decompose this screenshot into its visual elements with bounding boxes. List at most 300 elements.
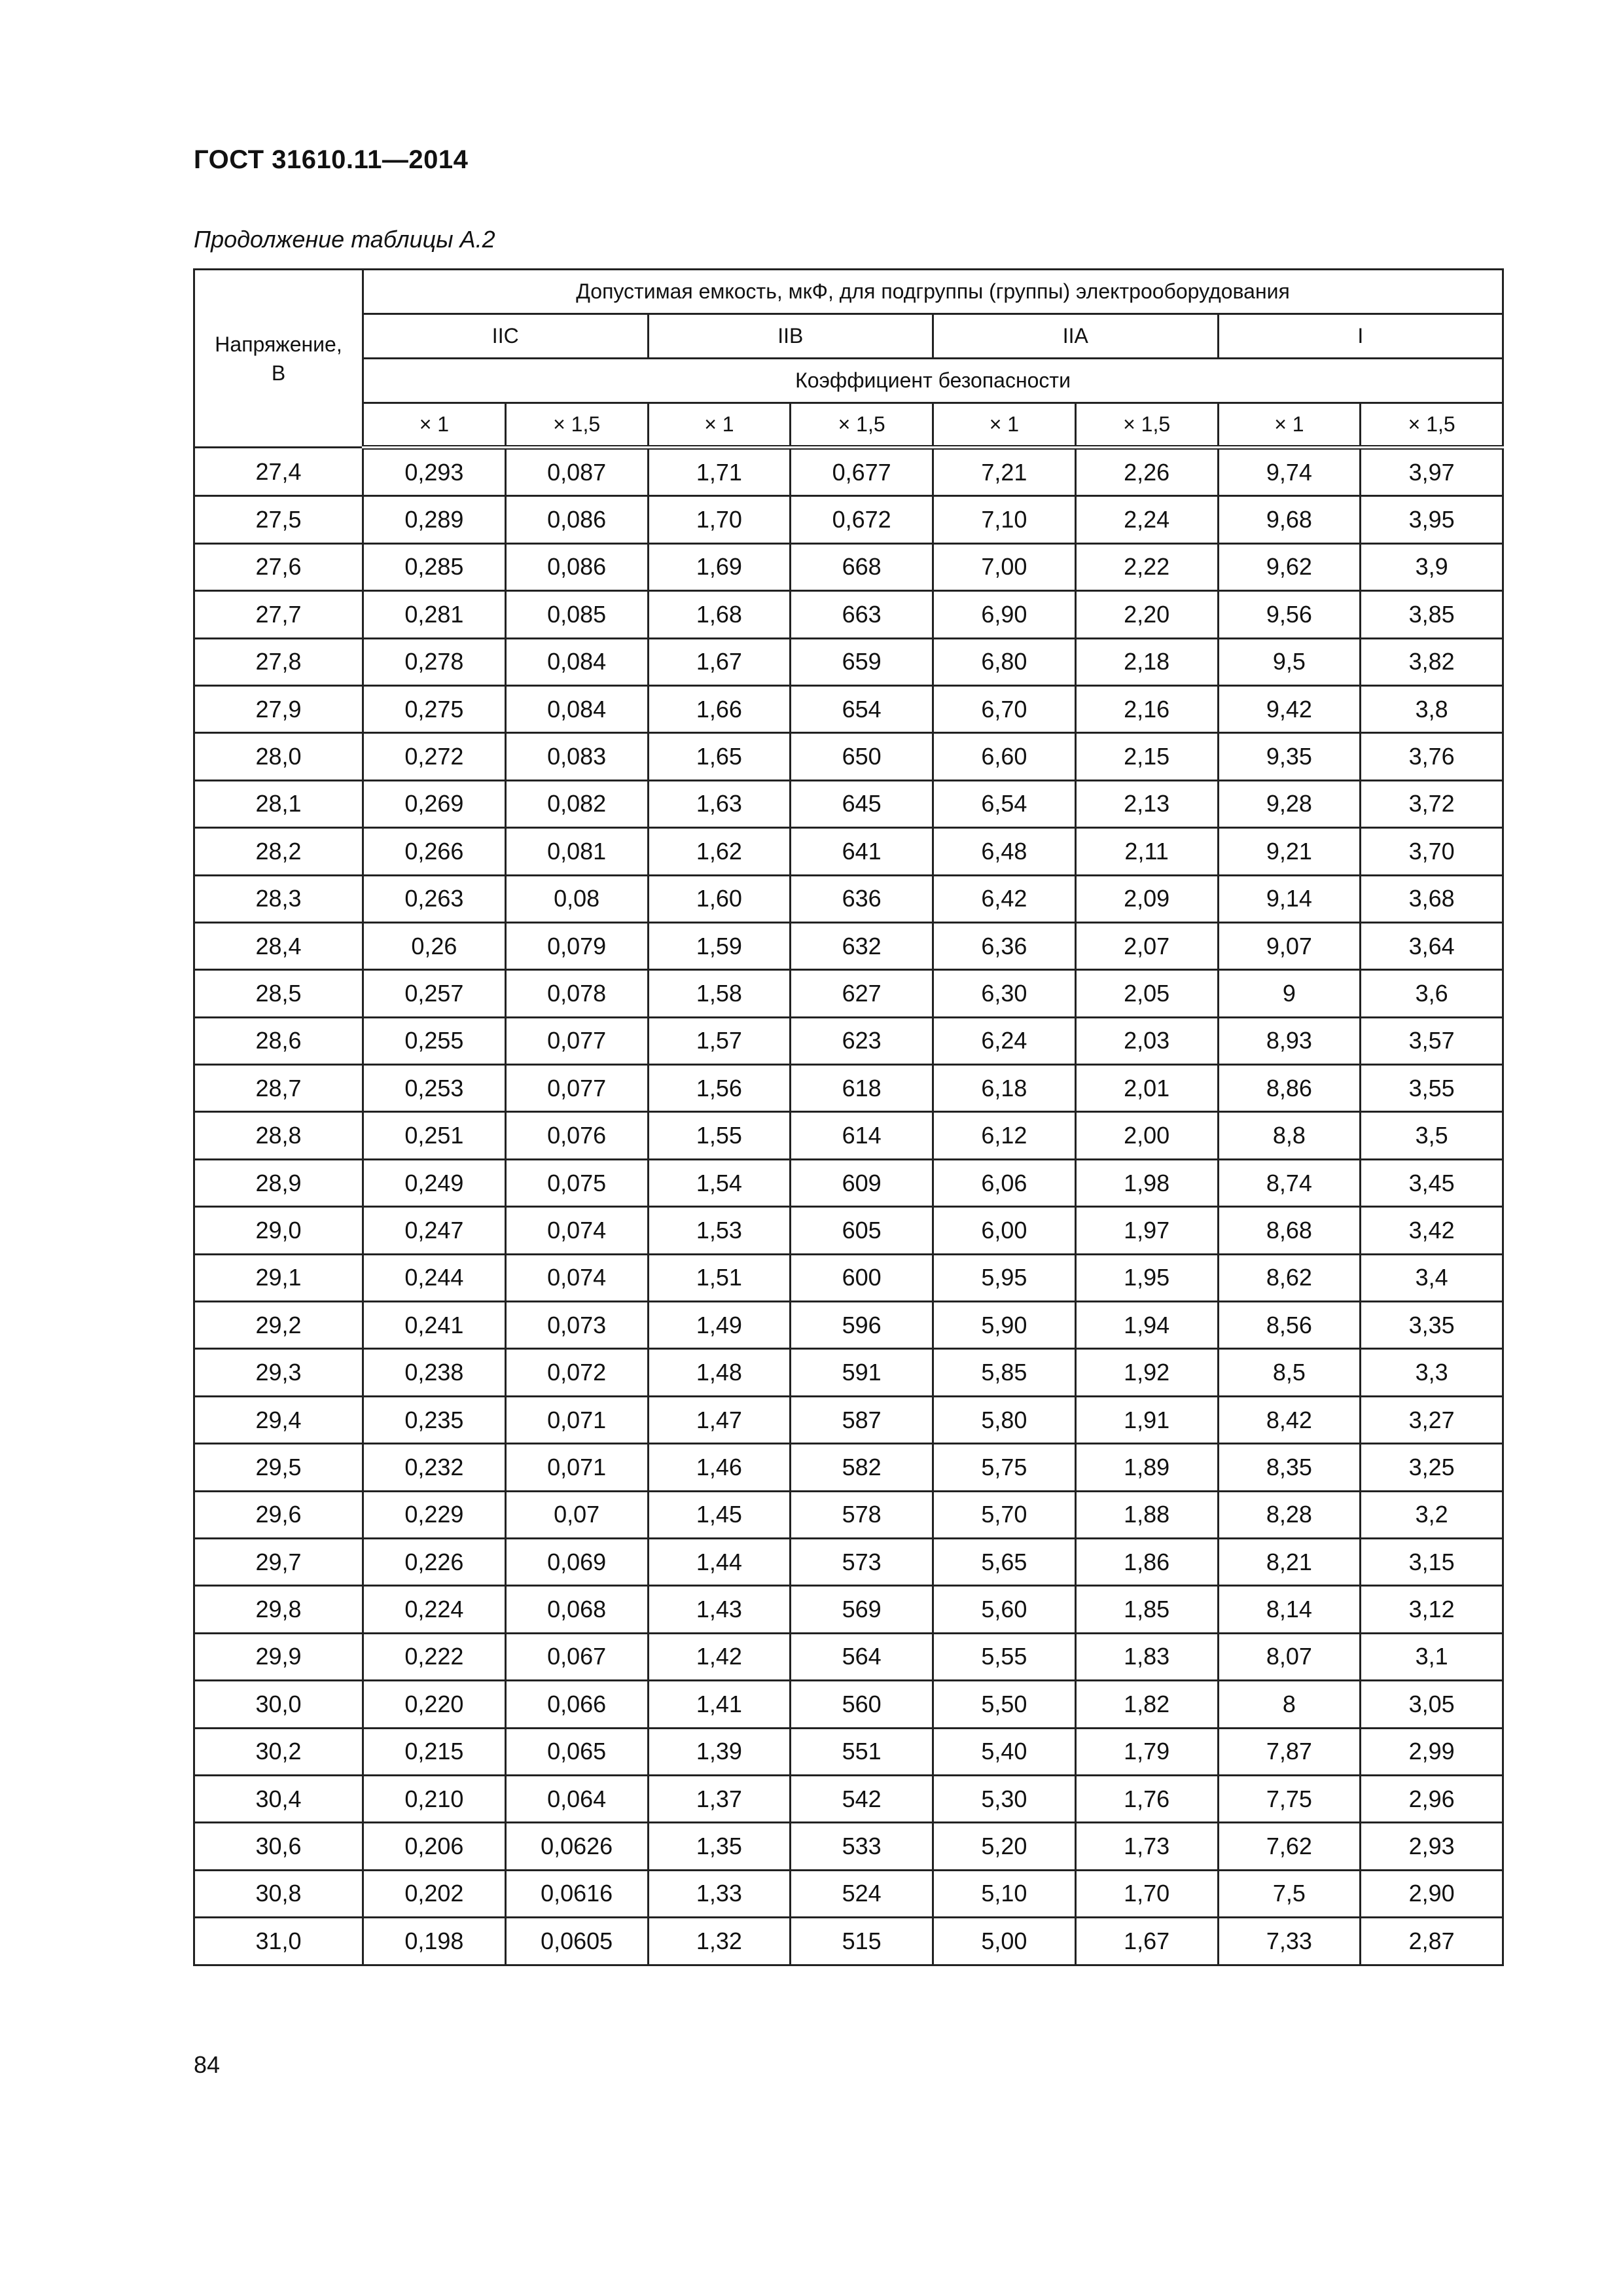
voltage-cell: 30,0 — [194, 1681, 363, 1728]
group-header-iia: IIA — [933, 314, 1219, 359]
capacitance-cell: 3,55 — [1361, 1065, 1503, 1112]
voltage-cell: 28,6 — [194, 1017, 363, 1064]
table-row — [194, 1207, 1503, 1254]
capacitance-cell: 0,079 — [505, 922, 648, 969]
table-row — [194, 591, 1503, 638]
capacitance-cell: 0,26 — [363, 922, 506, 969]
capacitance-cell: 8,56 — [1218, 1302, 1361, 1349]
capacitance-cell: 1,70 — [1075, 1870, 1218, 1917]
capacitance-cell: 6,70 — [933, 685, 1076, 732]
factor-header: × 1 — [363, 403, 506, 448]
capacitance-cell: 3,35 — [1361, 1302, 1503, 1349]
voltage-cell: 28,7 — [194, 1065, 363, 1112]
table-body — [194, 448, 1503, 1965]
group-header-i: I — [1218, 314, 1503, 359]
voltage-cell: 27,7 — [194, 591, 363, 638]
capacitance-cell: 636 — [791, 875, 933, 922]
capacity-header: Допустимая емкость, мкФ, для подгруппы (группы) электрооборудования — [363, 270, 1503, 314]
table-row — [194, 1112, 1503, 1159]
capacitance-cell: 5,75 — [933, 1444, 1076, 1491]
table-row — [194, 496, 1503, 543]
capacitance-cell: 569 — [791, 1586, 933, 1633]
capacitance-cell: 0,077 — [505, 1065, 648, 1112]
capacitance-cell: 1,55 — [648, 1112, 791, 1159]
capacitance-cell: 0,072 — [505, 1349, 648, 1396]
table-header — [194, 270, 1503, 448]
capacitance-cell: 663 — [791, 591, 933, 638]
capacitance-cell: 6,00 — [933, 1207, 1076, 1254]
capacitance-cell: 0,198 — [363, 1918, 506, 1965]
capacitance-cell: 9,42 — [1218, 685, 1361, 732]
capacitance-cell: 2,20 — [1075, 591, 1218, 638]
voltage-cell: 29,9 — [194, 1633, 363, 1680]
capacitance-cell: 3,70 — [1361, 828, 1503, 875]
capacitance-cell: 3,12 — [1361, 1586, 1503, 1633]
capacitance-cell: 7,62 — [1218, 1823, 1361, 1870]
capacitance-cell: 3,64 — [1361, 922, 1503, 969]
capacitance-cell: 9,14 — [1218, 875, 1361, 922]
capacitance-cell: 618 — [791, 1065, 933, 1112]
capacitance-cell: 3,2 — [1361, 1491, 1503, 1538]
capacitance-cell: 2,96 — [1361, 1775, 1503, 1822]
capacitance-cell: 1,92 — [1075, 1349, 1218, 1396]
table-row — [194, 733, 1503, 780]
factor-header: × 1,5 — [1075, 403, 1218, 448]
voltage-cell: 30,2 — [194, 1728, 363, 1775]
capacitance-cell: 0,066 — [505, 1681, 648, 1728]
capacitance-cell: 3,85 — [1361, 591, 1503, 638]
capacitance-cell: 5,70 — [933, 1491, 1076, 1538]
capacitance-cell: 1,65 — [648, 733, 791, 780]
capacitance-cell: 1,63 — [648, 780, 791, 827]
capacitance-cell: 1,91 — [1075, 1396, 1218, 1443]
capacitance-cell: 641 — [791, 828, 933, 875]
capacitance-cell: 9,56 — [1218, 591, 1361, 638]
voltage-cell: 27,9 — [194, 685, 363, 732]
table-row — [194, 1444, 1503, 1491]
capacitance-cell: 560 — [791, 1681, 933, 1728]
capacitance-cell: 573 — [791, 1538, 933, 1585]
capacitance-cell: 6,12 — [933, 1112, 1076, 1159]
capacitance-cell: 5,60 — [933, 1586, 1076, 1633]
voltage-header-label: Напряжение, — [215, 332, 342, 356]
capacitance-cell: 1,76 — [1075, 1775, 1218, 1822]
factor-header: × 1,5 — [791, 403, 933, 448]
capacitance-cell: 1,67 — [648, 638, 791, 685]
capacitance-cell: 2,09 — [1075, 875, 1218, 922]
table-row — [194, 685, 1503, 732]
capacitance-cell: 1,88 — [1075, 1491, 1218, 1538]
voltage-cell: 27,6 — [194, 543, 363, 590]
voltage-cell: 28,1 — [194, 780, 363, 827]
capacitance-cell: 0,677 — [791, 448, 933, 496]
capacitance-cell: 5,85 — [933, 1349, 1076, 1396]
capacitance-cell: 6,18 — [933, 1065, 1076, 1112]
capacitance-cell: 2,13 — [1075, 780, 1218, 827]
capacitance-cell: 650 — [791, 733, 933, 780]
voltage-cell: 28,9 — [194, 1159, 363, 1206]
capacitance-cell: 5,50 — [933, 1681, 1076, 1728]
capacitance-cell: 3,8 — [1361, 685, 1503, 732]
capacitance-cell: 1,98 — [1075, 1159, 1218, 1206]
table-row — [194, 1017, 1503, 1064]
capacitance-cell: 0,235 — [363, 1396, 506, 1443]
capacitance-cell: 8,28 — [1218, 1491, 1361, 1538]
capacitance-cell: 8,8 — [1218, 1112, 1361, 1159]
voltage-header-unit: В — [271, 361, 286, 385]
capacitance-cell: 0,266 — [363, 828, 506, 875]
capacitance-cell: 587 — [791, 1396, 933, 1443]
capacitance-cell: 1,94 — [1075, 1302, 1218, 1349]
capacitance-cell: 0,257 — [363, 970, 506, 1017]
capacitance-cell: 0,215 — [363, 1728, 506, 1775]
capacitance-cell: 7,87 — [1218, 1728, 1361, 1775]
capacitance-cell: 1,45 — [648, 1491, 791, 1538]
capacitance-cell: 668 — [791, 543, 933, 590]
capacitance-cell: 0,07 — [505, 1491, 648, 1538]
capacitance-cell: 0,253 — [363, 1065, 506, 1112]
table-row — [194, 1633, 1503, 1680]
capacitance-cell: 0,084 — [505, 638, 648, 685]
capacitance-cell: 8,86 — [1218, 1065, 1361, 1112]
capacitance-cell: 0,226 — [363, 1538, 506, 1585]
table-row — [194, 780, 1503, 827]
capacitance-cell: 6,24 — [933, 1017, 1076, 1064]
group-header-iic: IIC — [363, 314, 649, 359]
capacitance-cell: 2,00 — [1075, 1112, 1218, 1159]
capacitance-cell: 8,74 — [1218, 1159, 1361, 1206]
capacitance-cell: 9,35 — [1218, 733, 1361, 780]
capacitance-cell: 1,41 — [648, 1681, 791, 1728]
capacitance-cell: 8,35 — [1218, 1444, 1361, 1491]
capacitance-cell: 2,15 — [1075, 733, 1218, 780]
table-row — [194, 1870, 1503, 1917]
capacitance-cell: 2,01 — [1075, 1065, 1218, 1112]
capacitance-cell: 596 — [791, 1302, 933, 1349]
capacitance-cell: 3,1 — [1361, 1633, 1503, 1680]
table-caption: Продолжение таблицы А.2 — [194, 226, 495, 253]
capacitance-cell: 1,57 — [648, 1017, 791, 1064]
capacitance-cell: 9,62 — [1218, 543, 1361, 590]
capacitance-cell: 3,68 — [1361, 875, 1503, 922]
capacitance-cell: 3,4 — [1361, 1254, 1503, 1301]
page-number: 84 — [194, 2051, 221, 2078]
table-row — [194, 970, 1503, 1017]
table-row — [194, 638, 1503, 685]
capacitance-cell: 2,99 — [1361, 1728, 1503, 1775]
capacitance-cell: 609 — [791, 1159, 933, 1206]
capacitance-cell: 7,10 — [933, 496, 1076, 543]
capacitance-cell: 0,078 — [505, 970, 648, 1017]
capacitance-cell: 5,55 — [933, 1633, 1076, 1680]
capacitance-cell: 8,07 — [1218, 1633, 1361, 1680]
capacitance-cell: 6,54 — [933, 780, 1076, 827]
voltage-cell: 30,4 — [194, 1775, 363, 1822]
capacitance-cell: 1,66 — [648, 685, 791, 732]
factor-header: × 1,5 — [505, 403, 648, 448]
voltage-cell: 29,5 — [194, 1444, 363, 1491]
capacitance-cell: 0,071 — [505, 1396, 648, 1443]
table-row — [194, 1918, 1503, 1965]
capacitance-cell: 9 — [1218, 970, 1361, 1017]
capacitance-cell: 8 — [1218, 1681, 1361, 1728]
voltage-cell: 29,4 — [194, 1396, 363, 1443]
capacitance-cell: 533 — [791, 1823, 933, 1870]
capacitance-cell: 0,289 — [363, 496, 506, 543]
capacitance-cell: 6,60 — [933, 733, 1076, 780]
table-row — [194, 1728, 1503, 1775]
capacitance-cell: 1,47 — [648, 1396, 791, 1443]
capacitance-cell: 3,82 — [1361, 638, 1503, 685]
capacitance-cell: 3,9 — [1361, 543, 1503, 590]
capacitance-cell: 1,95 — [1075, 1254, 1218, 1301]
capacitance-cell: 1,59 — [648, 922, 791, 969]
voltage-cell: 27,8 — [194, 638, 363, 685]
capacitance-table-container — [193, 268, 1502, 1966]
capacitance-cell: 0,275 — [363, 685, 506, 732]
capacitance-cell: 1,39 — [648, 1728, 791, 1775]
capacitance-cell: 542 — [791, 1775, 933, 1822]
capacitance-cell: 2,11 — [1075, 828, 1218, 875]
capacitance-cell: 578 — [791, 1491, 933, 1538]
voltage-cell: 27,5 — [194, 496, 363, 543]
capacitance-cell: 6,42 — [933, 875, 1076, 922]
factor-header: × 1,5 — [1361, 403, 1503, 448]
capacitance-cell: 7,21 — [933, 448, 1076, 496]
capacitance-cell: 9,5 — [1218, 638, 1361, 685]
capacitance-cell: 1,49 — [648, 1302, 791, 1349]
capacitance-table — [193, 268, 1504, 1966]
capacitance-cell: 1,68 — [648, 591, 791, 638]
capacitance-cell: 2,05 — [1075, 970, 1218, 1017]
capacitance-cell: 1,56 — [648, 1065, 791, 1112]
capacitance-cell: 0,206 — [363, 1823, 506, 1870]
table-row — [194, 1823, 1503, 1870]
table-row — [194, 1538, 1503, 1585]
safety-factor-header: Коэффициент безопасности — [363, 359, 1503, 403]
capacitance-cell: 2,24 — [1075, 496, 1218, 543]
capacitance-cell: 0,672 — [791, 496, 933, 543]
capacitance-cell: 1,35 — [648, 1823, 791, 1870]
capacitance-cell: 0,222 — [363, 1633, 506, 1680]
voltage-cell: 29,8 — [194, 1586, 363, 1633]
capacitance-cell: 0,220 — [363, 1681, 506, 1728]
capacitance-cell: 0,224 — [363, 1586, 506, 1633]
table-row — [194, 1065, 1503, 1112]
capacitance-cell: 5,95 — [933, 1254, 1076, 1301]
capacitance-cell: 1,48 — [648, 1349, 791, 1396]
table-row — [194, 1775, 1503, 1822]
capacitance-cell: 9,74 — [1218, 448, 1361, 496]
capacitance-cell: 3,76 — [1361, 733, 1503, 780]
voltage-cell: 28,3 — [194, 875, 363, 922]
group-header-iib: IIB — [648, 314, 933, 359]
capacitance-cell: 7,75 — [1218, 1775, 1361, 1822]
capacitance-cell: 3,42 — [1361, 1207, 1503, 1254]
capacitance-cell: 627 — [791, 970, 933, 1017]
capacitance-cell: 9,21 — [1218, 828, 1361, 875]
table-row — [194, 1349, 1503, 1396]
capacitance-cell: 591 — [791, 1349, 933, 1396]
capacitance-cell: 0,232 — [363, 1444, 506, 1491]
voltage-cell: 29,1 — [194, 1254, 363, 1301]
capacitance-cell: 1,86 — [1075, 1538, 1218, 1585]
capacitance-cell: 0,087 — [505, 448, 648, 496]
capacitance-cell: 0,068 — [505, 1586, 648, 1633]
capacitance-cell: 0,0626 — [505, 1823, 648, 1870]
capacitance-cell: 1,46 — [648, 1444, 791, 1491]
capacitance-cell: 1,89 — [1075, 1444, 1218, 1491]
capacitance-cell: 1,33 — [648, 1870, 791, 1917]
capacitance-cell: 0,255 — [363, 1017, 506, 1064]
capacitance-cell: 0,281 — [363, 591, 506, 638]
capacitance-cell: 515 — [791, 1918, 933, 1965]
table-row — [194, 1254, 1503, 1301]
capacitance-cell: 5,80 — [933, 1396, 1076, 1443]
capacitance-cell: 645 — [791, 780, 933, 827]
capacitance-cell: 1,44 — [648, 1538, 791, 1585]
capacitance-cell: 1,73 — [1075, 1823, 1218, 1870]
voltage-cell: 29,7 — [194, 1538, 363, 1585]
capacitance-cell: 5,65 — [933, 1538, 1076, 1585]
capacitance-cell: 5,90 — [933, 1302, 1076, 1349]
table-row — [194, 1491, 1503, 1538]
capacitance-cell: 1,53 — [648, 1207, 791, 1254]
table-row — [194, 922, 1503, 969]
capacitance-cell: 2,07 — [1075, 922, 1218, 969]
capacitance-cell: 5,00 — [933, 1918, 1076, 1965]
capacitance-cell: 8,21 — [1218, 1538, 1361, 1585]
capacitance-cell: 1,67 — [1075, 1918, 1218, 1965]
capacitance-cell: 3,57 — [1361, 1017, 1503, 1064]
table-row — [194, 1159, 1503, 1206]
capacitance-cell: 0,247 — [363, 1207, 506, 1254]
voltage-cell: 29,2 — [194, 1302, 363, 1349]
capacitance-cell: 0,269 — [363, 780, 506, 827]
capacitance-cell: 0,086 — [505, 496, 648, 543]
capacitance-cell: 0,064 — [505, 1775, 648, 1822]
capacitance-cell: 1,97 — [1075, 1207, 1218, 1254]
capacitance-cell: 8,5 — [1218, 1349, 1361, 1396]
capacitance-cell: 0,278 — [363, 638, 506, 685]
table-row — [194, 1302, 1503, 1349]
voltage-cell: 28,8 — [194, 1112, 363, 1159]
capacitance-cell: 0,293 — [363, 448, 506, 496]
capacitance-cell: 1,71 — [648, 448, 791, 496]
capacitance-cell: 1,42 — [648, 1633, 791, 1680]
factor-header: × 1 — [1218, 403, 1361, 448]
capacitance-cell: 3,72 — [1361, 780, 1503, 827]
capacitance-cell: 1,69 — [648, 543, 791, 590]
capacitance-cell: 3,3 — [1361, 1349, 1503, 1396]
capacitance-cell: 5,30 — [933, 1775, 1076, 1822]
capacitance-cell: 1,62 — [648, 828, 791, 875]
table-row — [194, 448, 1503, 496]
capacitance-cell: 3,97 — [1361, 448, 1503, 496]
capacitance-cell: 2,18 — [1075, 638, 1218, 685]
capacitance-cell: 2,16 — [1075, 685, 1218, 732]
voltage-column-header — [194, 270, 363, 448]
capacitance-cell: 8,14 — [1218, 1586, 1361, 1633]
capacitance-cell: 0,084 — [505, 685, 648, 732]
capacitance-cell: 2,90 — [1361, 1870, 1503, 1917]
capacitance-cell: 3,95 — [1361, 496, 1503, 543]
capacitance-cell: 0,202 — [363, 1870, 506, 1917]
voltage-cell: 29,6 — [194, 1491, 363, 1538]
capacitance-cell: 6,90 — [933, 591, 1076, 638]
capacitance-cell: 0,067 — [505, 1633, 648, 1680]
capacitance-cell: 0,086 — [505, 543, 648, 590]
voltage-cell: 28,5 — [194, 970, 363, 1017]
capacitance-cell: 2,26 — [1075, 448, 1218, 496]
capacitance-cell: 1,58 — [648, 970, 791, 1017]
factor-header: × 1 — [648, 403, 791, 448]
capacitance-cell: 1,85 — [1075, 1586, 1218, 1633]
capacitance-cell: 0,082 — [505, 780, 648, 827]
capacitance-cell: 0,073 — [505, 1302, 648, 1349]
capacitance-cell: 3,27 — [1361, 1396, 1503, 1443]
voltage-cell: 29,3 — [194, 1349, 363, 1396]
capacitance-cell: 1,54 — [648, 1159, 791, 1206]
capacitance-cell: 3,15 — [1361, 1538, 1503, 1585]
capacitance-cell: 0,0605 — [505, 1918, 648, 1965]
capacitance-cell: 605 — [791, 1207, 933, 1254]
capacitance-cell: 6,30 — [933, 970, 1076, 1017]
capacitance-cell: 8,93 — [1218, 1017, 1361, 1064]
capacitance-cell: 1,82 — [1075, 1681, 1218, 1728]
capacitance-cell: 1,43 — [648, 1586, 791, 1633]
capacitance-cell: 1,51 — [648, 1254, 791, 1301]
capacitance-cell: 1,37 — [648, 1775, 791, 1822]
capacitance-cell: 8,42 — [1218, 1396, 1361, 1443]
capacitance-cell: 2,93 — [1361, 1823, 1503, 1870]
capacitance-cell: 0,074 — [505, 1207, 648, 1254]
capacitance-cell: 5,40 — [933, 1728, 1076, 1775]
factor-header: × 1 — [933, 403, 1076, 448]
capacitance-cell: 551 — [791, 1728, 933, 1775]
voltage-cell: 29,0 — [194, 1207, 363, 1254]
voltage-cell: 30,6 — [194, 1823, 363, 1870]
voltage-cell: 31,0 — [194, 1918, 363, 1965]
capacitance-cell: 0,075 — [505, 1159, 648, 1206]
voltage-cell: 28,2 — [194, 828, 363, 875]
capacitance-cell: 3,5 — [1361, 1112, 1503, 1159]
capacitance-cell: 0,285 — [363, 543, 506, 590]
capacitance-cell: 654 — [791, 685, 933, 732]
capacitance-cell: 0,241 — [363, 1302, 506, 1349]
capacitance-cell: 0,0616 — [505, 1870, 648, 1917]
table-row — [194, 828, 1503, 875]
capacitance-cell: 0,251 — [363, 1112, 506, 1159]
capacitance-cell: 0,272 — [363, 733, 506, 780]
table-row — [194, 1586, 1503, 1633]
voltage-cell: 27,4 — [194, 448, 363, 496]
capacitance-cell: 1,70 — [648, 496, 791, 543]
capacitance-cell: 0,077 — [505, 1017, 648, 1064]
capacitance-cell: 6,48 — [933, 828, 1076, 875]
table-row — [194, 1681, 1503, 1728]
capacitance-cell: 0,244 — [363, 1254, 506, 1301]
capacitance-cell: 0,069 — [505, 1538, 648, 1585]
capacitance-cell: 3,25 — [1361, 1444, 1503, 1491]
capacitance-cell: 9,07 — [1218, 922, 1361, 969]
capacitance-cell: 7,33 — [1218, 1918, 1361, 1965]
capacitance-cell: 1,79 — [1075, 1728, 1218, 1775]
capacitance-cell: 564 — [791, 1633, 933, 1680]
capacitance-cell: 7,5 — [1218, 1870, 1361, 1917]
capacitance-cell: 1,83 — [1075, 1633, 1218, 1680]
capacitance-cell: 8,62 — [1218, 1254, 1361, 1301]
